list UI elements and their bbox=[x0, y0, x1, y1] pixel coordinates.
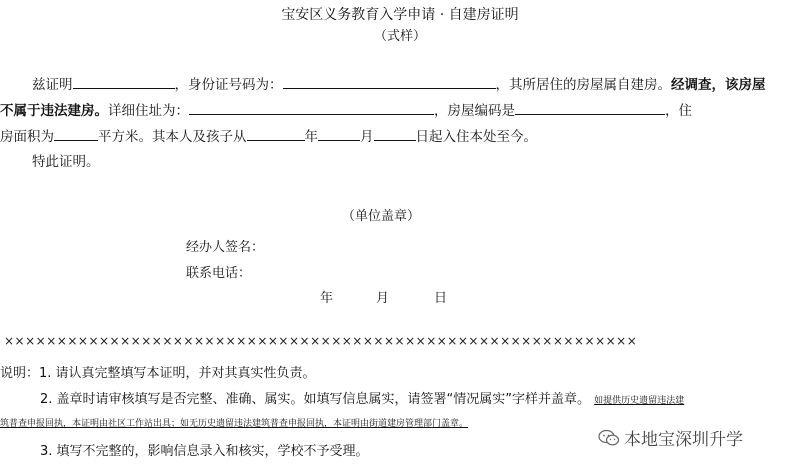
text-id-number: ，身份证号码为： bbox=[174, 77, 283, 93]
note-1: 说明：1. 请认真完整填写本证明，并对其真实性负责。 bbox=[0, 366, 316, 381]
note-2-small-text: 如提供历史遗留违法建 bbox=[594, 396, 685, 406]
watermark-text: 本地宝深圳升学 bbox=[624, 430, 743, 450]
text-year: 年 bbox=[304, 129, 318, 145]
date-month-label: 月 bbox=[376, 291, 390, 306]
year-blank bbox=[247, 126, 305, 141]
text-certify: 兹证明 bbox=[32, 77, 73, 93]
area-blank bbox=[54, 126, 98, 141]
date-day-label: 日 bbox=[434, 291, 448, 306]
text-address: 详细住址为： bbox=[108, 103, 189, 119]
text-not-illegal: 不属于违法建房。 bbox=[0, 103, 108, 119]
month-blank bbox=[318, 126, 360, 141]
paragraph-line-2 bbox=[0, 100, 692, 121]
note-2 bbox=[40, 388, 684, 407]
text-sqm: 平方米。其本人及孩子从 bbox=[98, 129, 247, 145]
wechat-icon bbox=[598, 429, 620, 447]
text-self-built: ，其所居住的房屋属自建房。 bbox=[495, 77, 671, 93]
text-residence: ，住 bbox=[665, 103, 692, 119]
text-investigated: 经调查，该房屋 bbox=[671, 77, 766, 93]
text-area: 房面积为 bbox=[0, 129, 54, 145]
paragraph-line-1 bbox=[32, 74, 766, 95]
note-3: 3. 填写不完整的，影响信息录入和核实，学校不予受理。 bbox=[40, 444, 369, 459]
name-blank bbox=[73, 74, 175, 89]
day-blank bbox=[374, 126, 416, 141]
date-year-label: 年 bbox=[320, 291, 334, 306]
contact-phone-label: 联系电话： bbox=[186, 266, 252, 281]
handler-signature-label: 经办人签名： bbox=[186, 240, 265, 255]
note-2-text: 2. 盖章时请审核填写是否完整、准确、属实。如填写信息属实，请签署“情况属实”字样并盖章。 bbox=[40, 392, 591, 407]
house-code-blank bbox=[515, 100, 665, 115]
document-title: 宝安区义务教育入学申请 · 自建房证明 bbox=[281, 7, 519, 23]
document-subtitle: （式样） bbox=[373, 29, 426, 44]
closing-line: 特此证明。 bbox=[32, 154, 100, 170]
note-2-line-2: 筑普查申报回执，本证明由社区工作站出具；如无历史遗留违法建筑普查申报回执，本证明由街道建房管理部门盖章。 bbox=[0, 419, 469, 429]
address-blank bbox=[189, 100, 434, 115]
text-house-code: ，房屋编码是 bbox=[434, 103, 515, 119]
watermark bbox=[598, 425, 743, 450]
separator-line: ×××××××××××××××××××××××××××××××××××××××××××××××××××××××××××× bbox=[4, 334, 638, 348]
text-day-since: 日起入住本处至今。 bbox=[415, 129, 537, 145]
paragraph-line-3 bbox=[0, 126, 537, 147]
seal-label: （单位盖章） bbox=[342, 209, 421, 224]
text-month: 月 bbox=[360, 129, 374, 145]
id-number-blank bbox=[283, 74, 496, 89]
